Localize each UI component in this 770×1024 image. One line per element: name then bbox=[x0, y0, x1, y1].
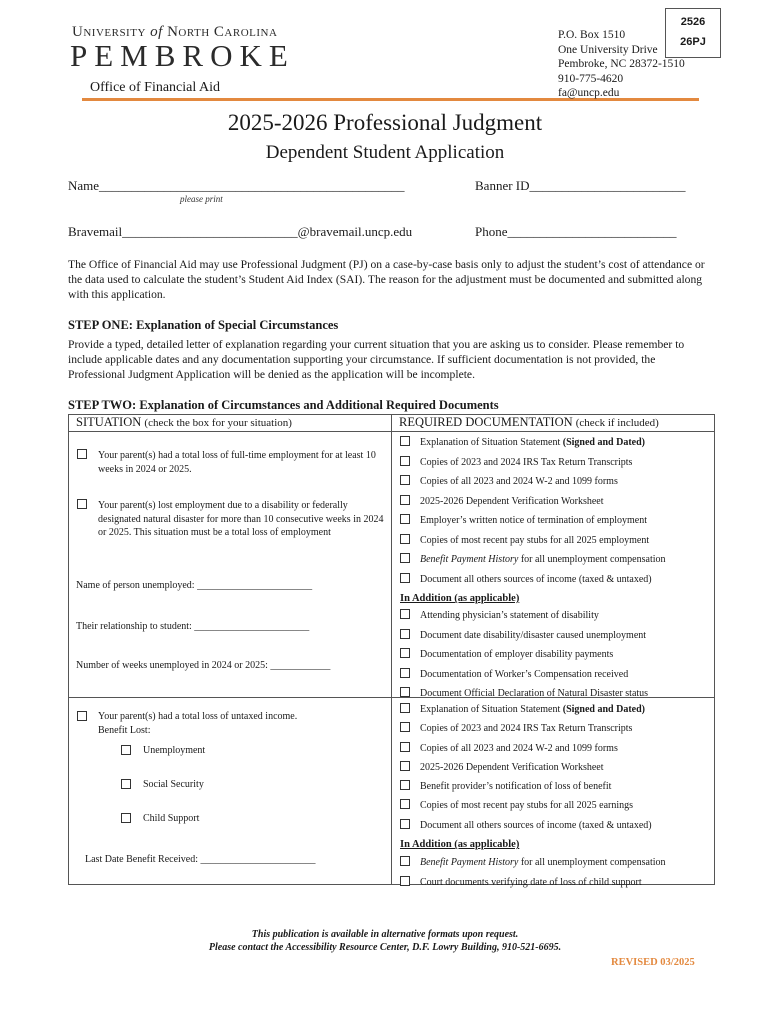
docs_b-doc-checkbox[interactable] bbox=[400, 742, 410, 752]
docs_b-doc-checkbox[interactable] bbox=[400, 819, 410, 829]
docs_a-doc-item bbox=[400, 573, 666, 593]
page-title: 2025-2026 Professional Judgment bbox=[227, 110, 543, 135]
docs_a-doc-checkbox[interactable] bbox=[400, 573, 410, 583]
situation3-text: Your parent(s) had a total loss of untaxed income. bbox=[98, 711, 298, 722]
docs_a-doc-item bbox=[400, 514, 666, 534]
docs_a-doc-item bbox=[400, 436, 666, 456]
docs_b-doc-checkbox[interactable] bbox=[400, 722, 410, 732]
doc-text: Copies of most recent pay stubs for all 2025 earnings bbox=[420, 800, 634, 812]
doc-text: Employer’s written notice of termination of employment bbox=[420, 515, 647, 526]
table-column-divider bbox=[391, 414, 392, 885]
doc-text: 2025-2026 Dependent Verification Worksheet bbox=[420, 495, 604, 507]
doc-text: Document Official Declaration of Natural Disaster status bbox=[420, 688, 649, 699]
in-addition-heading: In Addition (as applicable) bbox=[400, 593, 520, 604]
docs_a-doc-item bbox=[400, 534, 666, 554]
weeks-unemployed-field[interactable]: Number of weeks unemployed in 2024 or 2025: ____________ bbox=[76, 660, 331, 671]
documents-list-a bbox=[400, 436, 666, 707]
situation1-text: Your parent(s) had a total loss of full-time employment for at least 10 weeks in 2024 or 2025. bbox=[98, 450, 376, 475]
address-line: P.O. Box 1510 bbox=[558, 29, 626, 41]
docs_a-doc-item bbox=[400, 475, 666, 495]
doc-bold-text: (Signed and Dated) bbox=[562, 437, 646, 448]
docs_a-doc-checkbox[interactable] bbox=[400, 553, 410, 563]
doc-text: Copies of 2023 and 2024 IRS Tax Return Transcripts bbox=[420, 723, 633, 735]
docs_a2-doc-item bbox=[400, 629, 666, 649]
university-of: of bbox=[150, 24, 163, 40]
name-unemployed-field[interactable]: Name of person unemployed: _______________________ bbox=[76, 580, 313, 591]
docs_b-doc-checkbox[interactable] bbox=[400, 703, 410, 713]
docs_b-doc-item bbox=[400, 780, 666, 799]
benefit-child-support-label: Child Support bbox=[143, 813, 200, 824]
form-code-line2: 26PJ bbox=[680, 36, 706, 48]
office-name: Office of Financial Aid bbox=[90, 80, 220, 95]
docs_b2-doc-item bbox=[400, 876, 666, 896]
doc-text: Documentation of employer disability payments bbox=[420, 649, 614, 660]
docs_a-doc-checkbox[interactable] bbox=[400, 534, 410, 544]
docs_a-doc-item bbox=[400, 553, 666, 573]
doc-text: Document all others sources of income (taxed & untaxed) bbox=[420, 573, 652, 585]
situation1-checkbox[interactable] bbox=[77, 449, 87, 459]
docs_a2-doc-checkbox[interactable] bbox=[400, 687, 410, 697]
docs_b-doc-item bbox=[400, 722, 666, 741]
documentation-column-header bbox=[399, 415, 659, 430]
docs_a-doc-item bbox=[400, 456, 666, 476]
doc-text: Copies of all 2023 and 2024 W-2 and 1099 forms bbox=[420, 476, 618, 487]
docs_b2-doc-checkbox[interactable] bbox=[400, 876, 410, 886]
doc-text: Copies of all 2023 and 2024 W-2 and 1099 forms bbox=[420, 742, 618, 754]
docs_a-doc-checkbox[interactable] bbox=[400, 436, 410, 446]
table-header-divider bbox=[68, 431, 715, 432]
banner-id-field[interactable]: Banner ID________________________ bbox=[475, 178, 686, 193]
step-one-text: Provide a typed, detailed letter of explanation regarding your current situation that you are asking us to consider. Please remember to include applicable dates and any documentation supporting your circumstance. If sufficient documentation is not provided, the Professional Judgment Application will be denied as the application will be incomplete. bbox=[68, 338, 685, 381]
docs_a2-doc-checkbox[interactable] bbox=[400, 648, 410, 658]
footer-line1: This publication is available in alternative formats upon request. bbox=[251, 929, 519, 940]
docs_b-doc-checkbox[interactable] bbox=[400, 761, 410, 771]
doc-text: Copies of most recent pay stubs for all 2025 employment bbox=[420, 534, 650, 546]
docs_b-doc-item bbox=[400, 703, 666, 722]
in-addition-heading: In Addition (as applicable) bbox=[400, 839, 520, 851]
docs_a2-doc-checkbox[interactable] bbox=[400, 629, 410, 639]
docs_a-doc-checkbox[interactable] bbox=[400, 475, 410, 485]
docs_b2-doc-item bbox=[400, 856, 666, 876]
revised-date: REVISED 03/2025 bbox=[611, 957, 695, 968]
doc-text: Document all others sources of income (taxed & untaxed) bbox=[420, 819, 652, 831]
address-line: One University Drive bbox=[558, 43, 658, 56]
relationship-field[interactable]: Their relationship to student: _______________________ bbox=[76, 621, 310, 632]
docs_a2-doc-checkbox[interactable] bbox=[400, 668, 410, 678]
situation2-checkbox[interactable] bbox=[77, 499, 87, 509]
docs_a2-doc-checkbox[interactable] bbox=[400, 609, 410, 619]
form-code-line1: 2526 bbox=[680, 16, 706, 28]
documents-list-b bbox=[400, 703, 666, 896]
doc-text: 2025-2026 Dependent Verification Worksheet bbox=[420, 761, 604, 773]
please-print-hint: please print bbox=[180, 194, 223, 204]
benefit-social-security-label: Social Security bbox=[143, 779, 204, 790]
docs_b-doc-item bbox=[400, 742, 666, 761]
docs_a-doc-checkbox[interactable] bbox=[400, 495, 410, 505]
name-field[interactable]: Name_______________________________________________ bbox=[68, 178, 405, 193]
docs_a2-doc-item bbox=[400, 609, 666, 629]
university-suffix: North Carolina bbox=[167, 24, 278, 40]
doc-text: Document date disability/disaster caused unemployment bbox=[420, 629, 647, 641]
intro-paragraph: The Office of Financial Aid may use Professional Judgment (PJ) on a case-by-case basis only to adjust the student’s cost of attendance or the data used to calculate the student’s Student Aid Index (SAI). The reason for the adjustment must be documented and submitted along with this application. bbox=[68, 258, 705, 301]
campus-name-logo: PEMBROKE bbox=[70, 38, 295, 73]
bravemail-field[interactable]: Bravemail___________________________@bravemail.uncp.edu bbox=[68, 224, 413, 239]
address-email: fa@uncp.edu bbox=[558, 87, 620, 99]
doc-rest-text: for all unemployment compensation bbox=[518, 857, 666, 869]
address-line: Pembroke, NC 28372-1510 bbox=[558, 58, 685, 70]
docs_b-doc-item bbox=[400, 761, 666, 780]
docs_a-doc-checkbox[interactable] bbox=[400, 514, 410, 524]
doc-bold-text: (Signed and Dated) bbox=[562, 704, 646, 715]
situation-header-note: (check the box for your situation) bbox=[144, 417, 292, 429]
doc-italic-text: Benefit Payment History bbox=[420, 554, 519, 565]
benefit-lost-label: Benefit Lost: bbox=[98, 725, 151, 736]
docs_a2-doc-item bbox=[400, 648, 666, 668]
phone-field[interactable]: Phone__________________________ bbox=[475, 224, 677, 239]
docs_a-doc-item bbox=[400, 495, 666, 515]
step-one-heading: STEP ONE: Explanation of Special Circumstances bbox=[68, 318, 339, 332]
docs_b-doc-item bbox=[400, 819, 666, 838]
doc-text: Explanation of Situation Statement bbox=[420, 437, 563, 448]
doc-text: Copies of 2023 and 2024 IRS Tax Return Transcripts bbox=[420, 456, 633, 468]
doc-text: Attending physician’s statement of disability bbox=[420, 610, 599, 621]
last-date-benefit-field[interactable]: Last Date Benefit Received: _______________________ bbox=[85, 854, 316, 865]
situation3-checkbox[interactable] bbox=[77, 711, 87, 721]
doc-text: Explanation of Situation Statement bbox=[420, 704, 563, 715]
form-code-box bbox=[665, 8, 721, 58]
footer-line2: Please contact the Accessibility Resource Center, D.F. Lowry Building, 910-521-6695. bbox=[208, 942, 562, 953]
docs_a-doc-checkbox[interactable] bbox=[400, 456, 410, 466]
docs_b-doc-item bbox=[400, 799, 666, 818]
doc-text: Benefit provider’s notification of loss of benefit bbox=[420, 781, 612, 793]
documentation-header-label: REQUIRED DOCUMENTATION bbox=[399, 415, 573, 429]
address-phone: 910-775-4620 bbox=[558, 72, 624, 85]
situation-column-header bbox=[76, 415, 292, 430]
page-subtitle: Dependent Student Application bbox=[265, 142, 505, 163]
docs_b-doc-checkbox[interactable] bbox=[400, 780, 410, 790]
situation2-text: Your parent(s) lost employment due to a disability or federally designated natural disaster for more than 10 consecutive weeks in 2024 or 2025. This situation must be a total loss of employment bbox=[98, 500, 384, 538]
university-prefix: University bbox=[72, 24, 146, 40]
unemployment-checkbox[interactable] bbox=[121, 745, 131, 755]
step-two-heading: STEP TWO: Explanation of Circumstances and Additional Required Documents bbox=[68, 398, 499, 412]
social-security-checkbox[interactable] bbox=[121, 779, 131, 789]
docs_a2-doc-item bbox=[400, 668, 666, 688]
documentation-header-note: (check if included) bbox=[575, 417, 659, 429]
benefit-unemployment-label: Unemployment bbox=[143, 745, 206, 756]
doc-italic-text: Benefit Payment History bbox=[420, 857, 519, 869]
situation-header-label: SITUATION bbox=[76, 415, 142, 429]
child-support-checkbox[interactable] bbox=[121, 813, 131, 823]
docs_b-doc-checkbox[interactable] bbox=[400, 799, 410, 809]
doc-rest-text: for all unemployment compensation bbox=[518, 554, 666, 565]
docs_b2-doc-checkbox[interactable] bbox=[400, 856, 410, 866]
doc-text: Documentation of Worker’s Compensation received bbox=[420, 668, 629, 680]
doc-text: Court documents verifying date of loss of child support bbox=[420, 877, 642, 889]
